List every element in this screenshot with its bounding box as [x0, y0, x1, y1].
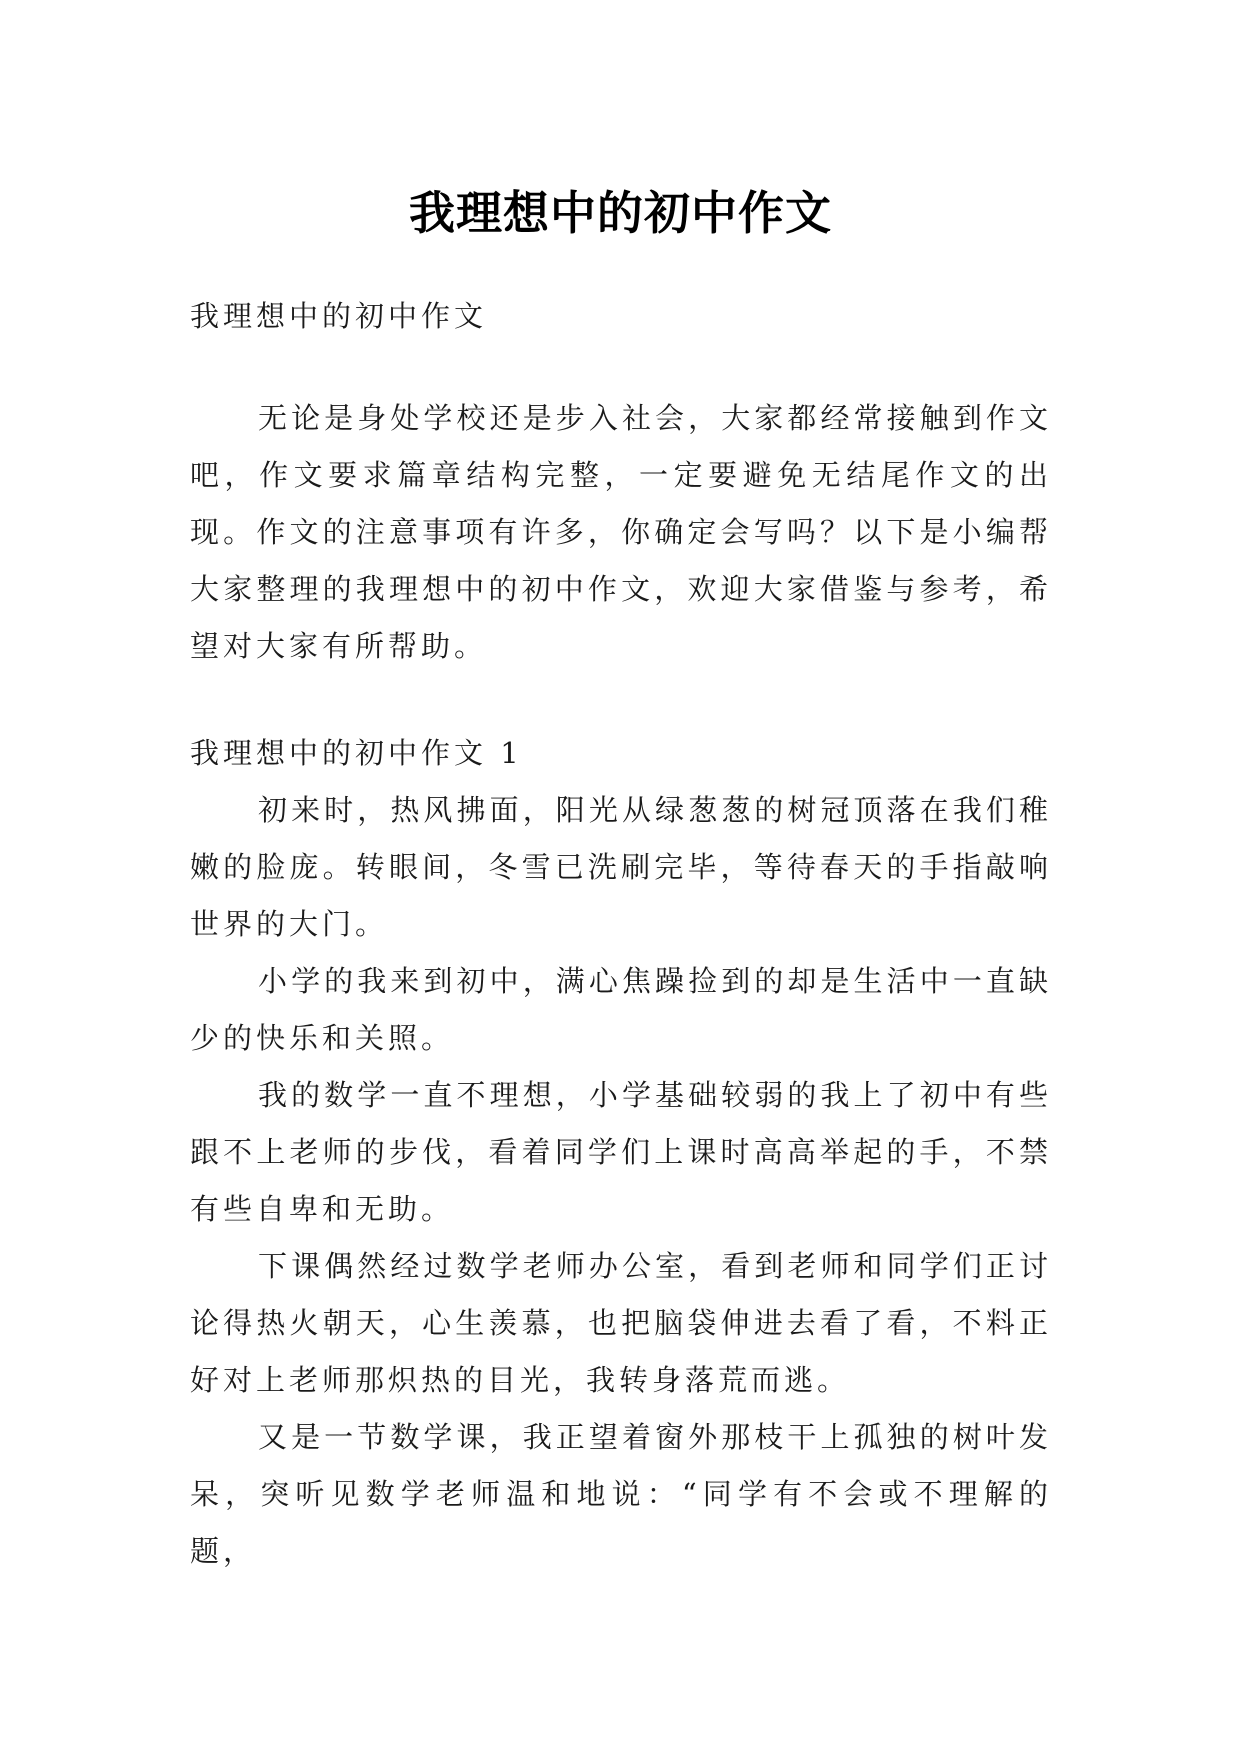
body-paragraph: 初来时，热风拂面，阳光从绿葱葱的树冠顶落在我们稚嫩的脸庞。转眼间，冬雪已洗刷完毕，等待春天的手指敲响世界的大门。	[190, 793, 1052, 941]
body-paragraph: 下课偶然经过数学老师办公室，看到老师和同学们正讨论得热火朝天，心生羡慕，也把脑袋伸进去看了看，不料正好对上老师那炽热的目光，我转身落荒而逃。	[190, 1249, 1052, 1397]
section-heading: 我理想中的初中作文 1	[190, 736, 523, 770]
body-paragraph: 我的数学一直不理想，小学基础较弱的我上了初中有些跟不上老师的步伐，看着同学们上课时高高举起的手，不禁有些自卑和无助。	[190, 1078, 1052, 1226]
document-subtitle: 我理想中的初中作文	[190, 299, 488, 333]
intro-paragraph: 无论是身处学校还是步入社会，大家都经常接触到作文吧，作文要求篇章结构完整，一定要避免无结尾作文的出现。作文的注意事项有许多，你确定会写吗？以下是小编帮大家整理的我理想中的初中作文，欢迎大家借鉴与参考，希望对大家有所帮助。	[190, 401, 1052, 663]
document-body	[190, 288, 1052, 1580]
body-paragraph: 小学的我来到初中，满心焦躁捡到的却是生活中一直缺少的快乐和关照。	[190, 964, 1052, 1055]
body-paragraph: 又是一节数学课，我正望着窗外那枝干上孤独的树叶发呆，突听见数学老师温和地说：“同学有不会或不理解的题，	[190, 1420, 1052, 1568]
document-title: 我理想中的初中作文	[409, 185, 832, 240]
